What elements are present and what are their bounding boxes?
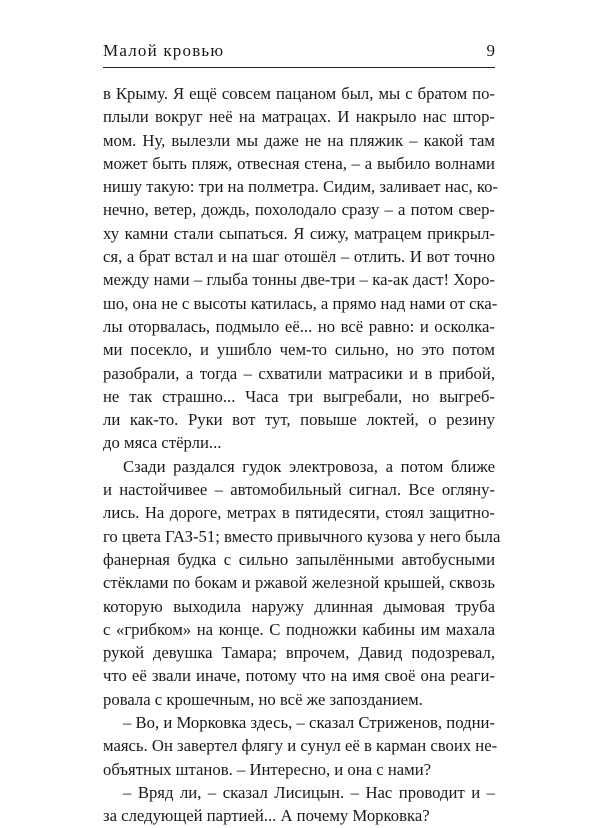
text-line: в Крыму. Я ещё совсем пацаном был, мы с братом по- — [103, 84, 495, 103]
page-header — [103, 40, 495, 66]
page-number: 9 — [486, 41, 495, 60]
text-line: ся, а брат встал и на шаг отошёл – отлить. И вот точно — [103, 247, 495, 267]
text-line: за следующей партией... А почему Морковка? — [103, 806, 430, 826]
text-line: – Во, и Морковка здесь, – сказал Стриженов, подни- — [123, 713, 495, 733]
text-line: – Вряд ли, – сказал Лисицын. – Нас проводит и – — [123, 782, 495, 802]
text-line: не так страшно... Часа три выгребали, но выгреб- — [103, 386, 495, 406]
text-line: до мяса стёрли... — [103, 433, 222, 453]
text-line: с «грибком» на конце. С подножки кабины им махала — [103, 619, 495, 639]
text-line: между нами – глыба тонны две-три – ка-ак даст! Хоро- — [103, 270, 495, 290]
text-line: что её звали иначе, потому что на имя своё она реаги- — [103, 666, 495, 686]
text-line: может быть пляж, отвесная стена, – а выбило волнами — [103, 153, 495, 173]
text-line: фанерная будка с сильно запылёнными автобусными — [103, 549, 495, 569]
text-line: ли как-то. Руки вот тут, повыше локтей, о резину — [103, 410, 495, 430]
text-line: стёклами по бокам и ржавой железной крышей, сквозь — [103, 573, 495, 593]
text-line: ровала с крошечным, но всё же запозданием. — [103, 689, 423, 709]
text-line: разобрали, а тогда – схватили матрасики и в прибой, — [103, 363, 495, 383]
body-text — [103, 82, 501, 828]
text-line: лись. На дороге, метрах в пятидесяти, стоял защитно- — [103, 503, 495, 523]
running-title: Малой кровью — [103, 41, 225, 60]
text-line: маясь. Он завертел флягу и сунул её в карман своих не- — [103, 736, 498, 756]
text-line: ми посекло, и ушибло чем-то сильно, но это потом — [103, 340, 495, 360]
header-rule — [103, 67, 495, 68]
text-line: мом. Ну, вылезли мы даже не на пляжик – какой там — [103, 130, 495, 150]
text-line: и настойчивее – автомобильный сигнал. Все огляну- — [103, 480, 495, 500]
text-line: нишу такую: три на полметра. Сидим, заливает нас, ко- — [103, 177, 498, 197]
text-line: плыли вокруг неё на матрацах. И накрыло нас штор- — [103, 107, 495, 127]
text-line: нечно, ветер, дождь, похолодало сразу – а потом свер- — [103, 200, 495, 220]
text-line: лы оторвалась, подмыло её... но всё равно: и осколка- — [103, 316, 495, 336]
text-line: ху камни стали сыпаться. Я сижу, матрацем прикрыл- — [103, 223, 495, 243]
text-line: объятных штанов. – Интересно, и она с нами? — [103, 759, 432, 779]
text-line: которую выходила наружу длинная дымовая труба — [103, 596, 495, 616]
text-line: Сзади раздался гудок электровоза, а потом ближе — [123, 456, 495, 476]
text-line: го цвета ГАЗ-51; вместо привычного кузова у него была — [103, 526, 501, 546]
text-line: шо, она не с высоты катилась, а прямо над нами от ска- — [103, 293, 498, 313]
text-line: рукой девушка Тамара; впрочем, Давид подозревал, — [103, 643, 495, 663]
